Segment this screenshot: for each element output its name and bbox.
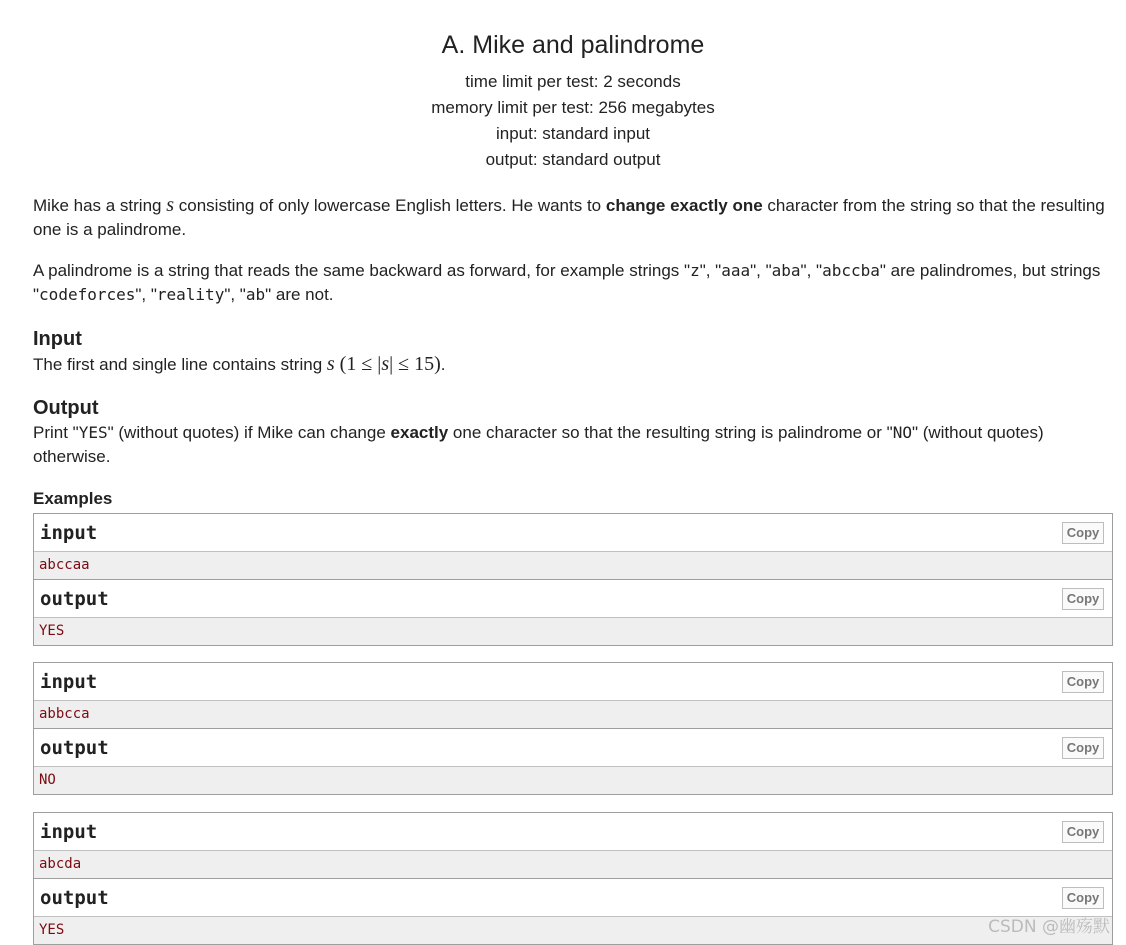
example-input-header	[34, 663, 1112, 701]
statement-paragraph-1: Mike has a string s consisting of only lowercase English letters. He wants to change exactly one character from the string so that the resulting one is a palindrome.	[33, 194, 1105, 239]
copy-button[interactable]: Copy	[1062, 821, 1104, 843]
copy-button[interactable]: Copy	[1062, 522, 1104, 544]
input-label: input	[40, 522, 98, 544]
example-input-text: abbcca	[39, 706, 90, 722]
examples-title: Examples	[33, 489, 113, 508]
output-section-title: Output	[33, 397, 99, 419]
example-block	[33, 812, 1113, 945]
example-block	[33, 662, 1113, 795]
input-spec: input: standard input	[495, 124, 651, 143]
example-input-text: abccaa	[39, 557, 90, 573]
output-spec: output: standard output	[485, 150, 661, 169]
example-input-header	[34, 813, 1112, 851]
memory-limit: memory limit per test: 256 megabytes	[431, 98, 715, 117]
example-input-body	[34, 701, 1112, 729]
example-output-body	[34, 767, 1112, 794]
example-output-header	[34, 580, 1112, 618]
bold-text: change exactly one	[605, 196, 763, 215]
copy-button[interactable]: Copy	[1062, 737, 1104, 759]
time-limit: time limit per test: 2 seconds	[465, 72, 681, 91]
problem-limits	[33, 69, 1113, 173]
example-input-body	[34, 552, 1112, 580]
input-section	[33, 328, 445, 377]
copy-button[interactable]: Copy	[1062, 671, 1104, 693]
statement-paragraph-2: A palindrome is a string that reads the same backward as forward, for example strings "z", "aaa", "aba", "abccba" are palindromes, but strings "codeforces", "reality", "ab" are not.	[33, 261, 1101, 304]
output-section	[33, 397, 1113, 469]
example-input-header	[34, 514, 1112, 552]
example-input-body	[34, 851, 1112, 879]
input-section-text: The first and single line contains string s (1 ≤ |s| ≤ 15).	[33, 353, 446, 375]
csdn-watermark: CSDN @幽殇默	[988, 917, 1110, 937]
example-output-body	[34, 917, 1112, 944]
input-label: input	[40, 671, 98, 693]
example-block	[33, 513, 1113, 646]
example-output-text: NO	[39, 772, 56, 788]
problem-title: A. Mike and palindrome	[441, 31, 705, 59]
output-label: output	[40, 588, 109, 610]
output-label: output	[40, 887, 109, 909]
output-label: output	[40, 737, 109, 759]
problem-header	[33, 31, 1113, 173]
output-section-text: Print "YES" (without quotes) if Mike can change exactly one character so that the resulting string is palindrome or "NO" (without quotes) otherwise.	[33, 423, 1044, 466]
example-output-header	[34, 729, 1112, 767]
copy-button[interactable]: Copy	[1062, 887, 1104, 909]
input-label: input	[40, 821, 98, 843]
example-output-body	[34, 618, 1112, 645]
math-var-s: s	[166, 194, 175, 216]
example-output-header	[34, 879, 1112, 917]
input-section-title: Input	[33, 328, 82, 350]
copy-button[interactable]: Copy	[1062, 588, 1104, 610]
example-output-text: YES	[39, 623, 65, 639]
example-output-text: YES	[39, 922, 65, 938]
example-input-text: abcda	[39, 856, 82, 872]
